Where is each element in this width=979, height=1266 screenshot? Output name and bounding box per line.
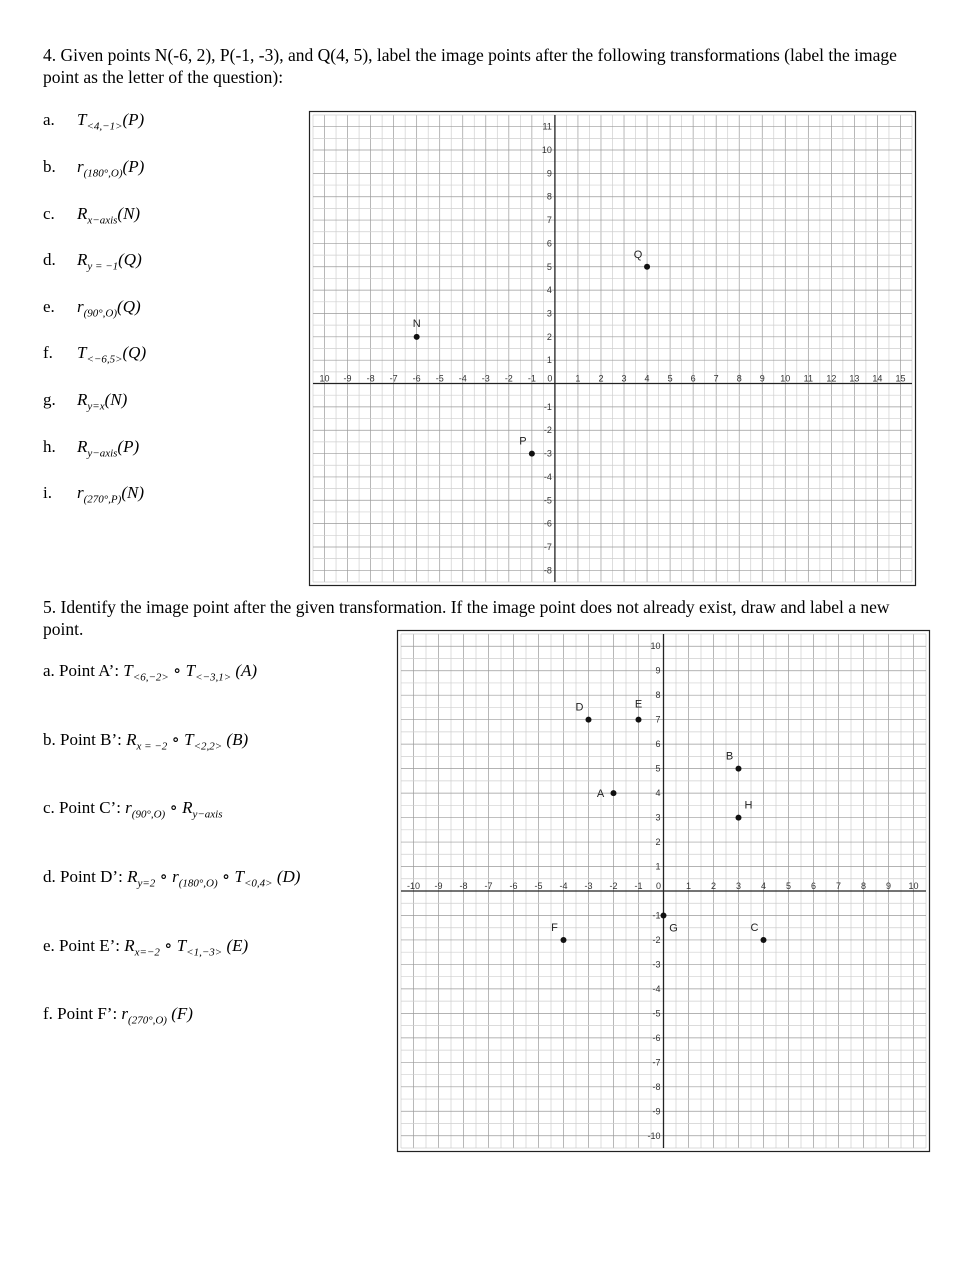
x-tick-label: 10: [780, 373, 791, 384]
transformation-symbol: $R_{y=2}$: [127, 867, 156, 890]
x-tick-label: -1: [527, 373, 536, 384]
y-tick-label: -1: [652, 910, 661, 921]
y-tick-label: -2: [652, 934, 661, 945]
point-name: Point C’:: [54, 798, 126, 817]
x-tick-label: 11: [803, 373, 813, 384]
x-tick-label: -9: [343, 373, 352, 384]
transformation-symbol: $R_{y-axis}$: [182, 798, 223, 821]
transformation-subscript: <−3,1>: [195, 671, 232, 684]
transformation-symbol: $R_{x-axis}$: [77, 204, 118, 227]
transformation-argument: (B): [222, 730, 249, 749]
x-tick-label: 9: [759, 373, 765, 384]
y-tick-label: -3: [652, 959, 661, 970]
x-tick-label: -4: [458, 373, 467, 384]
transformation-subscript: (180°,O): [83, 167, 123, 180]
transformation-argument: (A): [231, 661, 258, 680]
transformation-symbol: $T_{<6,-2>}$: [123, 661, 169, 684]
transformation-subscript: (180°,O): [178, 877, 218, 890]
point-label-a: A: [596, 788, 605, 801]
transformation-subscript: y−axis: [87, 447, 118, 460]
transformation-symbol: $r_{(270^\circ,O)}$: [121, 1004, 167, 1027]
transformation-symbol: $r_{(180^\circ,O)}$: [77, 157, 123, 180]
y-tick-label: 10: [541, 145, 552, 156]
y-tick-label: -6: [543, 518, 552, 529]
point-label-b: B: [725, 750, 734, 763]
item-letter: d.: [43, 867, 56, 886]
x-tick-label: 7: [713, 373, 719, 384]
y-tick-label: -3: [543, 448, 552, 459]
y-tick-label: 4: [546, 285, 552, 296]
x-tick-label: -6: [412, 373, 421, 384]
x-tick-label: 7: [835, 881, 842, 891]
point-a: [611, 790, 617, 796]
x-tick-label: 5: [667, 373, 673, 384]
y-tick-label: -1: [543, 401, 552, 412]
item-letter: e.: [43, 936, 55, 955]
transformation-subscript: <6,−2>: [132, 671, 169, 684]
transformation-subscript: x−axis: [87, 214, 118, 227]
transformation-subscript: <−6,5>: [86, 353, 123, 366]
transformation-subscript: (270°,P): [83, 493, 122, 506]
x-tick-label: 1: [685, 881, 692, 891]
transformation-symbol: $T_{<4,-1>}$: [77, 110, 123, 133]
compose-operator: ∘: [217, 867, 235, 886]
transformation-argument: (P): [122, 110, 145, 129]
transformation-subscript: (90°,O): [131, 808, 166, 821]
transformation-symbol: $r_{(90^\circ,O)}$: [77, 297, 118, 320]
x-tick-label: 4: [760, 881, 767, 891]
item-letter: e.: [43, 297, 55, 316]
x-tick-label: -9: [434, 881, 443, 891]
transformation-argument: (Q): [122, 343, 147, 362]
x-tick-label: 2: [598, 373, 604, 384]
x-tick-label: -2: [504, 373, 513, 384]
transformation-symbol: $R_{x = -2}$: [126, 730, 168, 753]
q5-item-d: [43, 867, 300, 889]
point-c: [761, 937, 767, 943]
y-tick-label: 6: [655, 739, 661, 750]
q5-item-c: [43, 798, 222, 820]
y-tick-label: -4: [652, 983, 661, 994]
x-tick-label: -8: [366, 373, 375, 384]
transformation-subscript: x=−2: [134, 946, 160, 959]
y-tick-label: 5: [655, 763, 661, 774]
x-tick-label: -4: [559, 881, 568, 891]
point-label-h: H: [744, 799, 753, 812]
point-name: Point B’:: [55, 730, 127, 749]
transformation-argument: (N): [117, 204, 141, 223]
item-letter: c.: [43, 798, 55, 817]
x-tick-label: 8: [736, 373, 742, 384]
x-tick-label: -6: [509, 881, 518, 891]
y-tick-label: 8: [546, 191, 552, 202]
y-tick-label: -5: [652, 1008, 661, 1019]
q4-item-d: [43, 250, 142, 272]
transformation-symbol: $T_{<2,2>}$: [184, 730, 223, 753]
point-f: [561, 937, 567, 943]
point-label-n: N: [412, 317, 421, 330]
x-tick-label: 10: [908, 881, 919, 891]
transformation-subscript: (270°,O): [128, 1014, 167, 1027]
q4-item-i: [43, 483, 144, 505]
y-tick-label: -4: [543, 471, 552, 482]
transformation-symbol: $R_{y-axis}$: [77, 437, 118, 460]
compose-operator: ∘: [155, 867, 173, 886]
transformation-symbol: $r_{(90^\circ,O)}$: [125, 798, 166, 821]
q5-item-e: [43, 936, 248, 958]
y-tick-label: 3: [546, 308, 552, 319]
y-tick-label: 2: [655, 837, 661, 848]
y-tick-label: 7: [655, 714, 661, 725]
point-h: [736, 815, 742, 821]
compose-operator: ∘: [168, 661, 186, 680]
y-tick-label: -9: [652, 1106, 661, 1117]
q4-item-a: [43, 110, 144, 132]
point-b: [736, 766, 742, 772]
transformation-symbol: $T_{<-6,5>}$: [77, 343, 123, 366]
x-tick-label: 12: [826, 373, 837, 384]
q4-item-g: [43, 390, 127, 412]
q4-item-e: [43, 297, 141, 319]
transformation-subscript: <1,−3>: [186, 946, 223, 959]
x-tick-label: -3: [481, 373, 490, 384]
point-g: [661, 912, 667, 918]
q4-item-b: [43, 157, 144, 179]
y-tick-label: 2: [546, 331, 552, 342]
compose-operator: ∘: [167, 730, 185, 749]
y-tick-label: 9: [655, 665, 661, 676]
item-letter: c.: [43, 204, 55, 223]
point-q: [644, 264, 650, 270]
x-tick-label: 14: [872, 373, 883, 384]
x-tick-label: 8: [860, 881, 867, 891]
y-tick-label: -8: [543, 565, 552, 576]
point-p: [529, 451, 535, 457]
transformation-symbol: $r_{(270^\circ,P)}$: [77, 483, 122, 506]
y-tick-label: -7: [543, 541, 552, 552]
transformation-symbol: $R_{y=x}$: [77, 390, 105, 413]
transformation-subscript: y = −1: [87, 260, 119, 273]
question-5-coordinate-grid[interactable]: [397, 630, 930, 1152]
transformation-subscript: (90°,O): [83, 307, 118, 320]
item-letter: a.: [43, 661, 55, 680]
point-n: [414, 334, 420, 340]
y-tick-label: 1: [546, 355, 552, 366]
x-tick-label: 10: [319, 373, 330, 384]
x-tick-label: 1: [575, 373, 581, 384]
y-tick-label: -5: [543, 495, 552, 506]
y-tick-label: -7: [652, 1057, 661, 1068]
x-tick-label: -10: [406, 881, 421, 891]
transformation-symbol: $T_{<-3,1>}$: [185, 661, 232, 684]
x-tick-label: 15: [895, 373, 906, 384]
question-4-coordinate-grid[interactable]: [309, 111, 916, 586]
q4-item-h: [43, 437, 139, 459]
transformation-argument: (Q): [117, 297, 141, 316]
x-tick-label: 0: [655, 881, 662, 891]
y-tick-label: 11: [542, 121, 552, 132]
y-tick-label: 5: [546, 261, 552, 272]
y-tick-label: -2: [543, 425, 552, 436]
point-name: Point E’:: [54, 936, 125, 955]
q5-item-a: [43, 661, 257, 683]
item-letter: f.: [43, 1004, 53, 1023]
x-tick-label: 6: [810, 881, 817, 891]
x-tick-label: 13: [849, 373, 860, 384]
y-tick-label: -10: [647, 1130, 661, 1141]
point-label-q: Q: [633, 248, 643, 261]
transformation-argument: (N): [121, 483, 144, 502]
point-label-g: G: [669, 922, 678, 935]
point-d: [586, 717, 592, 723]
transformation-subscript: x = −2: [136, 740, 168, 753]
transformation-argument: (F): [166, 1004, 193, 1023]
transformation-subscript: <4,−1>: [86, 120, 123, 133]
y-tick-label: -6: [652, 1032, 661, 1043]
transformation-subscript: <2,2>: [193, 740, 223, 753]
item-letter: a.: [43, 110, 55, 129]
x-tick-label: 3: [621, 373, 627, 384]
transformation-argument: (D): [272, 867, 301, 886]
q5-item-b: [43, 730, 248, 752]
y-tick-label: -8: [652, 1081, 661, 1092]
item-letter: d.: [43, 250, 56, 269]
point-name: Point A’:: [54, 661, 124, 680]
question-4-prompt: 4. Given points N(-6, 2), P(-1, -3), and Q(4, 5), label the image points after the following transformations (label the image point as the letter of the question):: [43, 45, 897, 87]
q4-item-c: [43, 204, 140, 226]
transformation-argument: (P): [122, 157, 145, 176]
x-tick-label: -5: [435, 373, 444, 384]
point-label-f: F: [551, 921, 558, 934]
y-tick-label: 4: [655, 788, 661, 799]
transformation-subscript: <0,4>: [243, 877, 273, 890]
transformation-argument: (E): [222, 936, 249, 955]
y-tick-label: 3: [655, 812, 661, 823]
y-tick-label: 7: [546, 215, 552, 226]
transformation-symbol: $T_{<1,-3>}$: [176, 936, 223, 959]
x-tick-label: -3: [584, 881, 593, 891]
q4-item-f: [43, 343, 146, 365]
x-tick-label: -2: [609, 881, 618, 891]
x-tick-label: -1: [634, 881, 643, 891]
x-tick-label: 0: [547, 373, 553, 384]
y-tick-label: 6: [546, 238, 552, 249]
point-name: Point D’:: [55, 867, 128, 886]
question-5-prompt: 5. Identify the image point after the given transformation. If the image point does not already exist, draw and label a new point.: [43, 597, 890, 639]
x-tick-label: 9: [885, 881, 892, 891]
transformation-symbol: $r_{(180^\circ,O)}$: [172, 867, 218, 890]
item-letter: b.: [43, 730, 56, 749]
q5-item-f: [43, 1004, 193, 1026]
x-tick-label: 3: [735, 881, 742, 891]
y-tick-label: 9: [546, 168, 552, 179]
item-letter: h.: [43, 437, 56, 456]
item-letter: b.: [43, 157, 56, 176]
item-letter: g.: [43, 390, 56, 409]
x-tick-label: 6: [690, 373, 696, 384]
x-tick-label: 2: [710, 881, 717, 891]
y-tick-label: 10: [650, 641, 661, 652]
transformation-subscript: y=2: [137, 877, 156, 890]
x-tick-label: -7: [389, 373, 398, 384]
transformation-symbol: $R_{x=-2}$: [124, 936, 160, 959]
y-tick-label: 8: [655, 690, 661, 701]
transformation-symbol: $R_{y = -1}$: [77, 250, 119, 273]
point-label-e: E: [634, 698, 643, 711]
item-letter: f.: [43, 343, 53, 362]
x-tick-label: -7: [484, 881, 493, 891]
point-e: [636, 717, 642, 723]
transformation-subscript: y−axis: [192, 808, 223, 821]
transformation-subscript: y=x: [87, 400, 105, 413]
transformation-symbol: $T_{<0,4>}$: [234, 867, 273, 890]
compose-operator: ∘: [165, 798, 183, 817]
transformation-argument: (Q): [118, 250, 142, 269]
transformation-argument: (P): [117, 437, 140, 456]
x-tick-label: -5: [534, 881, 543, 891]
item-letter: i.: [43, 483, 52, 502]
x-tick-label: -8: [459, 881, 468, 891]
x-tick-label: 5: [785, 881, 792, 891]
point-label-d: D: [575, 701, 584, 714]
point-label-p: P: [519, 435, 527, 448]
compose-operator: ∘: [159, 936, 177, 955]
x-tick-label: 4: [644, 373, 650, 384]
transformation-argument: (N): [104, 390, 128, 409]
y-tick-label: 1: [655, 861, 661, 872]
point-name: Point F’:: [52, 1004, 122, 1023]
point-label-c: C: [750, 921, 759, 934]
